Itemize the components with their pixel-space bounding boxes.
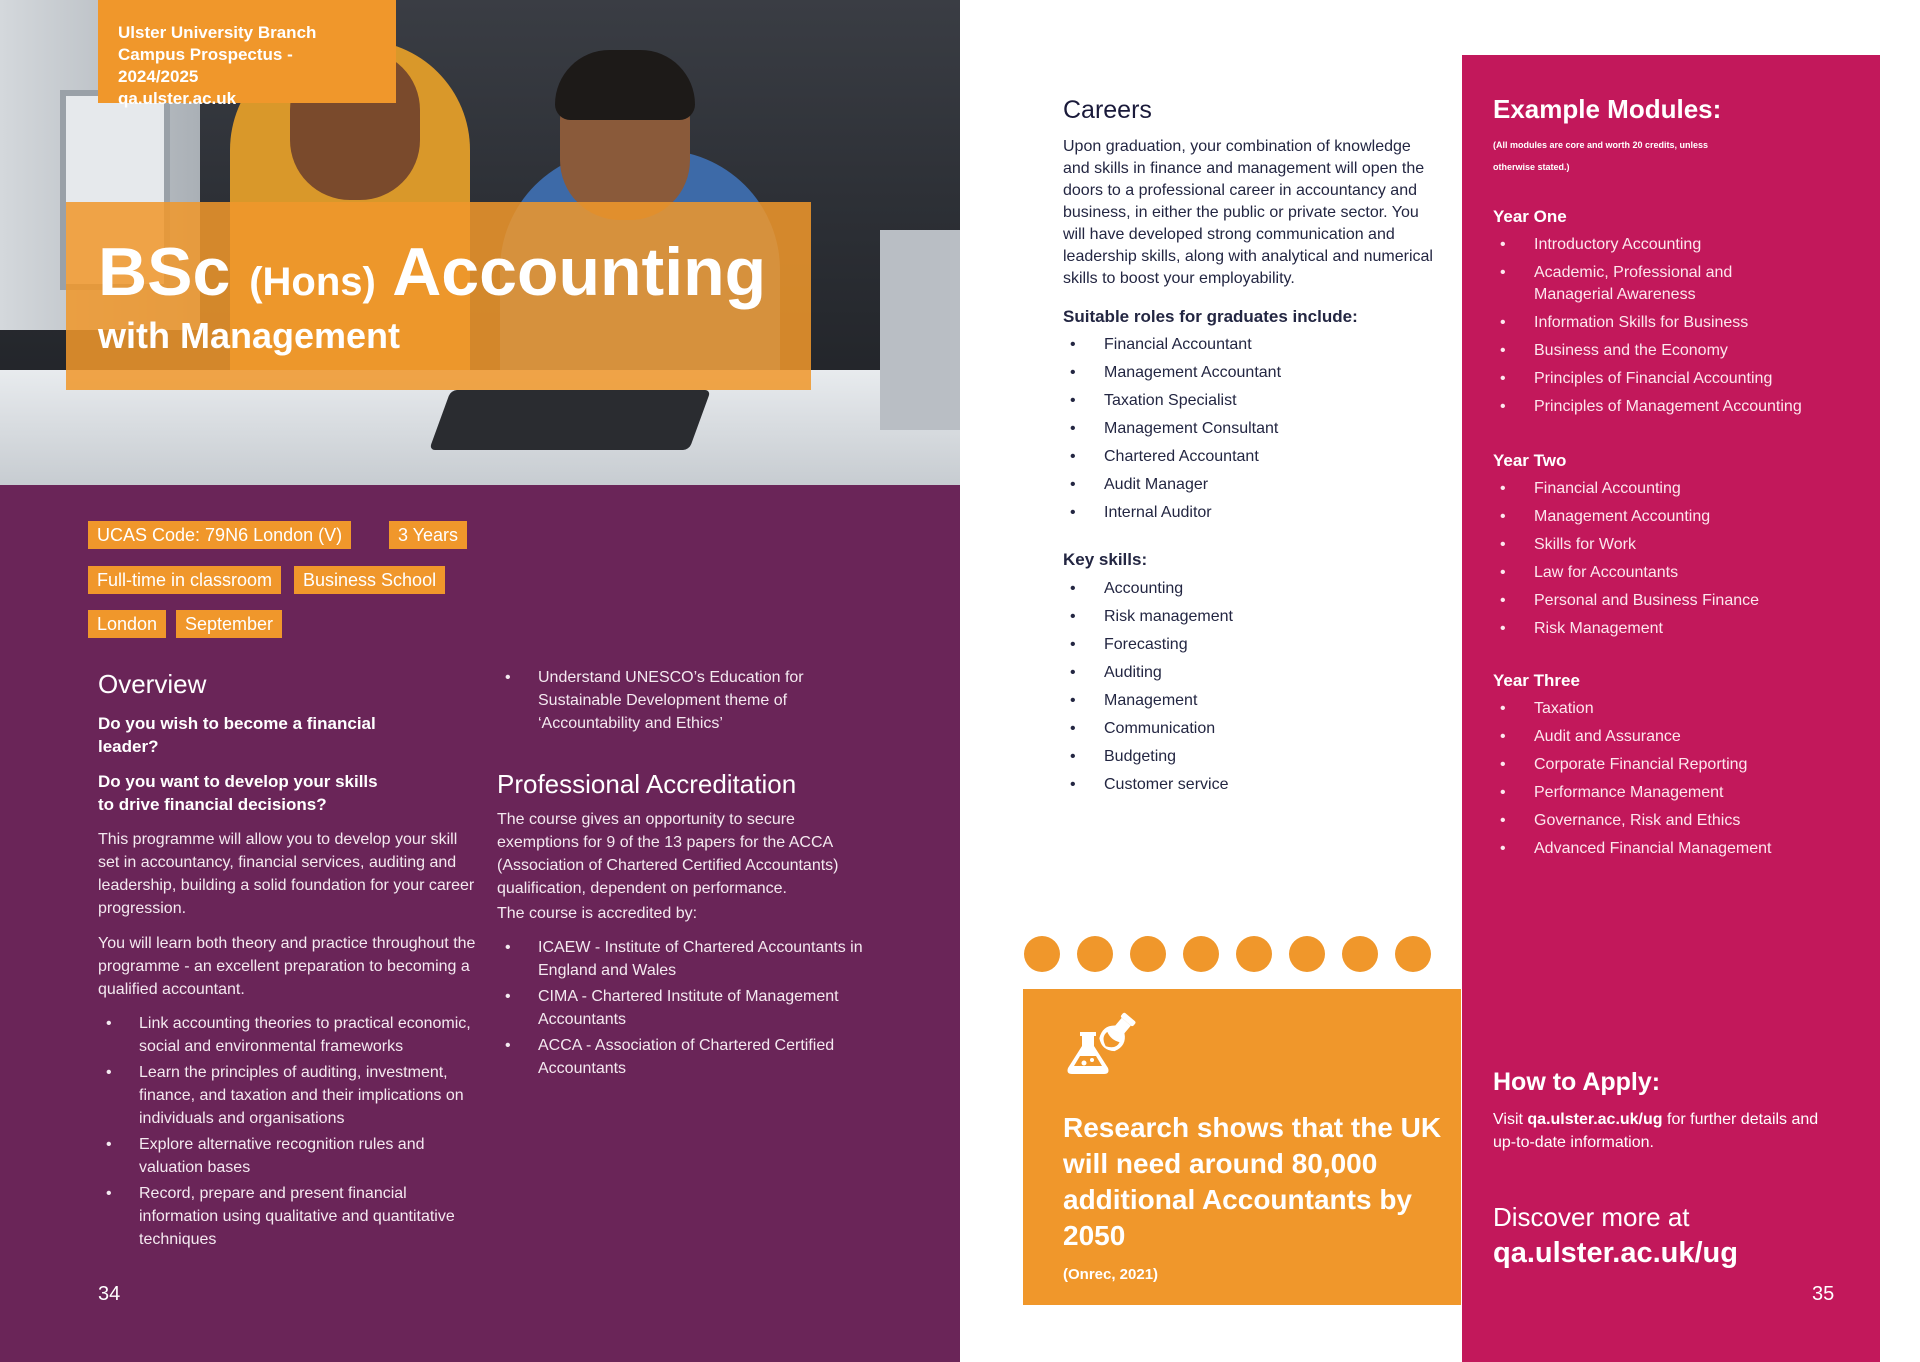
overview-bullets-col2	[497, 666, 837, 738]
list-item: • Introductory Accounting	[1493, 234, 1853, 256]
list-item: • Record, prepare and present financial information using qualitative and quantitative techniques	[98, 1182, 478, 1251]
apply-visit: Visit	[1493, 1111, 1523, 1128]
list-item: • Audit and Assurance	[1493, 726, 1853, 748]
branch-line-1: Ulster University Branch	[118, 23, 317, 42]
list-item: • Management Accountant	[1063, 362, 1281, 384]
branch-info-box	[98, 0, 396, 108]
list-item: • CIMA - Chartered Institute of Management Accountants	[497, 985, 867, 1031]
year-three-list	[1493, 698, 1853, 866]
list-item: • Personal and Business Finance	[1493, 590, 1853, 612]
list-item: • Customer service	[1063, 774, 1233, 796]
list-item: • Risk Management	[1493, 618, 1853, 640]
careers-heading: Careers	[1063, 96, 1152, 124]
year-three-heading: Year Three	[1493, 671, 1580, 690]
list-item: • Skills for Work	[1493, 534, 1853, 556]
discover-link[interactable]: qa.ulster.ac.uk/ug	[1493, 1237, 1738, 1269]
decor-dot	[1130, 936, 1166, 972]
list-item: • ACCA - Association of Chartered Certified Accountants	[497, 1034, 867, 1080]
list-item: • Principles of Management Accounting	[1493, 396, 1853, 418]
research-source: (Onrec, 2021)	[1063, 1266, 1159, 1283]
overview-question-2: Do you want to develop your skills to drive financial decisions?	[98, 772, 378, 814]
list-item: • Taxation	[1493, 698, 1853, 720]
apply-heading: How to Apply:	[1493, 1068, 1661, 1096]
tag-mode: Full-time in classroom	[88, 566, 281, 594]
branch-line-2: Campus Prospectus - 2024/2025	[118, 45, 293, 86]
list-item: • Management Consultant	[1063, 418, 1281, 440]
flask-icon	[1060, 1012, 1138, 1090]
accreditation-bodies	[497, 936, 867, 1083]
list-item: • Information Skills for Business	[1493, 312, 1853, 334]
list-item: • Management Accounting	[1493, 506, 1853, 528]
decor-dot	[1289, 936, 1325, 972]
decor-dot	[1183, 936, 1219, 972]
list-item: • Law for Accountants	[1493, 562, 1853, 584]
list-item: • Performance Management	[1493, 782, 1853, 804]
research-statement: Research shows that the UK will need around 80,000 additional Accountants by 2050	[1063, 1112, 1442, 1251]
decor-dot	[1024, 936, 1060, 972]
decor-dot	[1077, 936, 1113, 972]
apply-paragraph	[1493, 1108, 1833, 1154]
list-item: • Risk management	[1063, 606, 1233, 628]
list-item: • ICAEW - Institute of Chartered Accountants in England and Wales	[497, 936, 867, 982]
title-hons: (Hons)	[249, 260, 376, 304]
list-item: • Budgeting	[1063, 746, 1233, 768]
list-item: • Corporate Financial Reporting	[1493, 754, 1853, 776]
list-item: • Accounting	[1063, 578, 1233, 600]
year-one-list	[1493, 234, 1853, 424]
year-two-list	[1493, 478, 1853, 646]
tag-ucas: UCAS Code: 79N6 London (V)	[88, 521, 351, 549]
page-number-left: 34	[98, 1283, 121, 1305]
roles-heading: Suitable roles for graduates include:	[1063, 307, 1358, 326]
discover-label: Discover more at	[1493, 1202, 1690, 1232]
title-degree: BSc	[98, 234, 231, 310]
apply-rest: for further details and up-to-date information.	[1493, 1111, 1819, 1151]
accreditation-heading: Professional Accreditation	[497, 769, 797, 799]
page-number-right: 35	[1812, 1283, 1835, 1305]
careers-paragraph: Upon graduation, your combination of knowledge and skills in finance and management will open the doors to a professional career in accountancy and business, in either the public or private sector. You will have developed strong communication and leadership skills, along with analytical and numerical skills to boost your employability.	[1063, 138, 1433, 287]
apply-link[interactable]: qa.ulster.ac.uk/ug	[1527, 1111, 1663, 1128]
list-item: • Audit Manager	[1063, 474, 1281, 496]
overview-paragraph-1: This programme will allow you to develop your skill set in accountancy, financial services, auditing and leadership, building a solid foundation for your career progression.	[98, 831, 475, 917]
modules-heading: Example Modules:	[1493, 94, 1722, 124]
decor-dot	[1342, 936, 1378, 972]
overview-bullets	[98, 1012, 478, 1254]
decor-dot	[1236, 936, 1272, 972]
list-item: • Management	[1063, 690, 1233, 712]
skills-list	[1063, 578, 1233, 802]
list-item: • Explore alternative recognition rules and valuation bases	[98, 1133, 478, 1179]
list-item: • Governance, Risk and Ethics	[1493, 810, 1853, 832]
list-item: • Financial Accounting	[1493, 478, 1853, 500]
accreditation-paragraph: The course gives an opportunity to secure exemptions for 9 of the 13 papers for the ACCA (Association of Chartered Certified Accountants) qualification, dependent on performance.	[497, 811, 839, 897]
skills-heading: Key skills:	[1063, 550, 1148, 569]
accreditation-intro: The course is accredited by:	[497, 905, 698, 922]
list-item: • Forecasting	[1063, 634, 1233, 656]
list-item: • Communication	[1063, 718, 1233, 740]
course-title	[98, 232, 766, 322]
year-one-heading: Year One	[1493, 207, 1567, 226]
overview-heading: Overview	[98, 669, 207, 699]
list-item: • Advanced Financial Management	[1493, 838, 1853, 860]
list-item: • Business and the Economy	[1493, 340, 1853, 362]
list-item: • Internal Auditor	[1063, 502, 1281, 524]
list-item: • Taxation Specialist	[1063, 390, 1281, 412]
list-item: • Financial Accountant	[1063, 334, 1281, 356]
list-item: • Learn the principles of auditing, investment, finance, and taxation and their implications on individuals and organisations	[98, 1061, 478, 1130]
roles-list	[1063, 334, 1281, 530]
overview-question-1: Do you wish to become a financial leader?	[98, 714, 376, 756]
modules-note: (All modules are core and worth 20 credits, unless otherwise stated.)	[1493, 140, 1709, 172]
branch-url[interactable]: qa.ulster.ac.uk	[118, 89, 237, 108]
list-item: • Understand UNESCO’s Education for Sustainable Development theme of ‘Accountability and Ethics’	[497, 666, 837, 735]
course-subtitle: with Management	[98, 315, 401, 356]
overview-paragraph-2: You will learn both theory and practice throughout the programme - an excellent preparation to becoming a qualified accountant.	[98, 935, 476, 998]
list-item: • Chartered Accountant	[1063, 446, 1281, 468]
tag-location: London	[88, 610, 166, 638]
tag-duration: 3 Years	[389, 521, 467, 549]
list-item: • Link accounting theories to practical economic, social and environmental frameworks	[98, 1012, 478, 1058]
tag-start: September	[176, 610, 282, 638]
list-item: • Academic, Professional and Managerial Awareness	[1493, 262, 1753, 306]
title-subject: Accounting	[392, 234, 767, 310]
tag-school: Business School	[294, 566, 445, 594]
decor-dot	[1395, 936, 1431, 972]
list-item: • Auditing	[1063, 662, 1233, 684]
list-item: • Principles of Financial Accounting	[1493, 368, 1853, 390]
year-two-heading: Year Two	[1493, 451, 1567, 470]
